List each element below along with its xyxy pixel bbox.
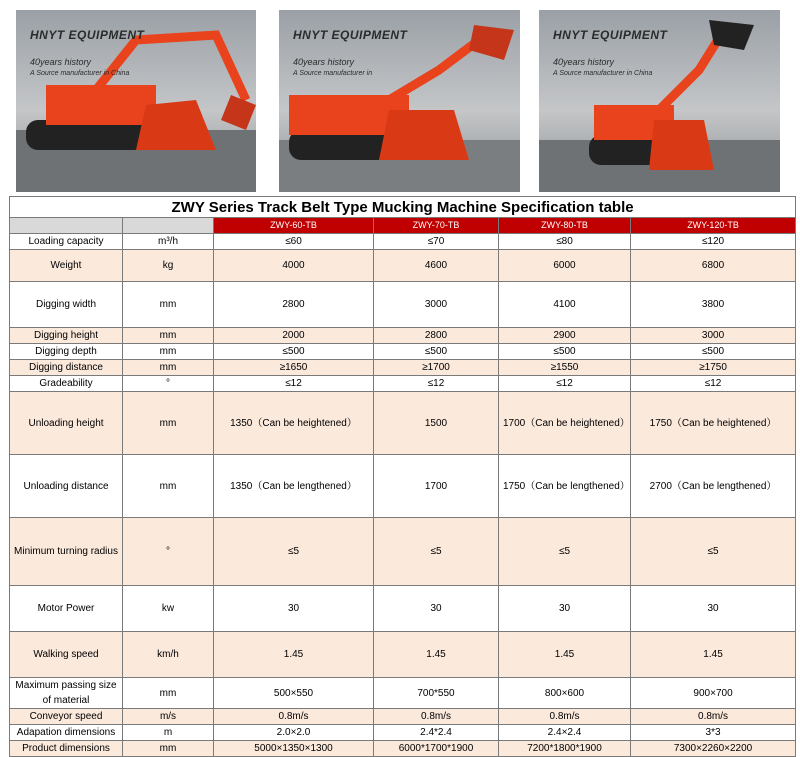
value-cell: 2.4*2.4 bbox=[374, 725, 499, 741]
value-cell: 6000*1700*1900 bbox=[374, 741, 499, 757]
table-row bbox=[10, 678, 796, 709]
watermark-sub: A Source manufacturer in China bbox=[553, 70, 653, 77]
parameter-label: Digging distance bbox=[10, 360, 123, 376]
value-cell: ≤500 bbox=[631, 344, 796, 360]
value-cell: ≤5 bbox=[214, 518, 374, 586]
unit-cell: mm bbox=[123, 741, 214, 757]
value-cell: 1350（Can be heightened） bbox=[214, 392, 374, 455]
parameter-label: Product dimensions bbox=[10, 741, 123, 757]
value-cell: 1500 bbox=[374, 392, 499, 455]
table-row bbox=[10, 282, 796, 328]
value-cell: 900×700 bbox=[631, 678, 796, 709]
value-cell: 1750（Can be lengthened） bbox=[499, 455, 631, 518]
value-cell: ≤500 bbox=[374, 344, 499, 360]
unit-cell: mm bbox=[123, 360, 214, 376]
unit-cell: m bbox=[123, 725, 214, 741]
value-cell: 3000 bbox=[374, 282, 499, 328]
unit-cell: ° bbox=[123, 518, 214, 586]
value-cell: 5000×1350×1300 bbox=[214, 741, 374, 757]
watermark-brand: HNYT EQUIPMENT bbox=[553, 28, 668, 42]
parameter-label: Motor Power bbox=[10, 586, 123, 632]
machine-photo-1 bbox=[16, 10, 256, 192]
parameter-label: Adapation dimensions bbox=[10, 725, 123, 741]
value-cell: 30 bbox=[214, 586, 374, 632]
watermark-sub: A Source manufacturer in China bbox=[30, 70, 130, 77]
value-cell: 0.8m/s bbox=[374, 709, 499, 725]
parameter-label: Loading capacity bbox=[10, 234, 123, 250]
value-cell: 30 bbox=[499, 586, 631, 632]
table-row bbox=[10, 632, 796, 678]
unit-cell: mm bbox=[123, 678, 214, 709]
parameter-label: Digging width bbox=[10, 282, 123, 328]
value-cell: 3800 bbox=[631, 282, 796, 328]
value-cell: ≥1700 bbox=[374, 360, 499, 376]
unit-cell: m³/h bbox=[123, 234, 214, 250]
table-row bbox=[10, 376, 796, 392]
unit-cell: m/s bbox=[123, 709, 214, 725]
value-cell: 6800 bbox=[631, 250, 796, 282]
parameter-label: Weight bbox=[10, 250, 123, 282]
header-blank-cell bbox=[10, 218, 123, 234]
value-cell: 2800 bbox=[214, 282, 374, 328]
value-cell: 1700（Can be heightened） bbox=[499, 392, 631, 455]
value-cell: ≤12 bbox=[374, 376, 499, 392]
value-cell: 1.45 bbox=[214, 632, 374, 678]
value-cell: ≤12 bbox=[214, 376, 374, 392]
parameter-label: Minimum turning radius bbox=[10, 518, 123, 586]
value-cell: 1.45 bbox=[631, 632, 796, 678]
table-row bbox=[10, 250, 796, 282]
unit-cell: ° bbox=[123, 376, 214, 392]
value-cell: 30 bbox=[631, 586, 796, 632]
model-header: ZWY-120-TB bbox=[631, 218, 796, 234]
parameter-label: Gradeability bbox=[10, 376, 123, 392]
table-row bbox=[10, 518, 796, 586]
value-cell: ≤80 bbox=[499, 234, 631, 250]
value-cell: 2.4×2.4 bbox=[499, 725, 631, 741]
table-row bbox=[10, 328, 796, 344]
value-cell: 4600 bbox=[374, 250, 499, 282]
model-header: ZWY-60-TB bbox=[214, 218, 374, 234]
value-cell: ≤60 bbox=[214, 234, 374, 250]
parameter-label: Digging depth bbox=[10, 344, 123, 360]
parameter-label: Digging height bbox=[10, 328, 123, 344]
value-cell: 1750（Can be heightened） bbox=[631, 392, 796, 455]
table-row bbox=[10, 586, 796, 632]
table-title: ZWY Series Track Belt Type Mucking Machine Specification table bbox=[10, 197, 796, 218]
value-cell: 0.8m/s bbox=[214, 709, 374, 725]
machine-photo-2 bbox=[279, 10, 520, 192]
value-cell: ≤5 bbox=[631, 518, 796, 586]
table-row bbox=[10, 234, 796, 250]
product-photo-strip bbox=[0, 0, 800, 196]
parameter-label: Unloading distance bbox=[10, 455, 123, 518]
value-cell: 3*3 bbox=[631, 725, 796, 741]
table-row bbox=[10, 455, 796, 518]
machine-photo-3 bbox=[539, 10, 780, 192]
value-cell: ≤70 bbox=[374, 234, 499, 250]
table-row bbox=[10, 392, 796, 455]
value-cell: 2900 bbox=[499, 328, 631, 344]
unit-cell: kg bbox=[123, 250, 214, 282]
parameter-label: Unloading height bbox=[10, 392, 123, 455]
value-cell: 7200*1800*1900 bbox=[499, 741, 631, 757]
value-cell: ≤5 bbox=[374, 518, 499, 586]
unit-cell: kw bbox=[123, 586, 214, 632]
model-header: ZWY-80-TB bbox=[499, 218, 631, 234]
value-cell: ≥1550 bbox=[499, 360, 631, 376]
table-row bbox=[10, 725, 796, 741]
value-cell: 0.8m/s bbox=[631, 709, 796, 725]
value-cell: 800×600 bbox=[499, 678, 631, 709]
parameter-label: Walking speed bbox=[10, 632, 123, 678]
value-cell: ≤12 bbox=[631, 376, 796, 392]
value-cell: ≤12 bbox=[499, 376, 631, 392]
parameter-label: Conveyor speed bbox=[10, 709, 123, 725]
value-cell: 4100 bbox=[499, 282, 631, 328]
model-header: ZWY-70-TB bbox=[374, 218, 499, 234]
value-cell: 1700 bbox=[374, 455, 499, 518]
value-cell: 30 bbox=[374, 586, 499, 632]
value-cell: ≤120 bbox=[631, 234, 796, 250]
watermark-brand: HNYT EQUIPMENT bbox=[293, 28, 408, 42]
watermark-tagline: 40years history bbox=[293, 57, 355, 67]
table-row bbox=[10, 360, 796, 376]
value-cell: 2000 bbox=[214, 328, 374, 344]
value-cell: 4000 bbox=[214, 250, 374, 282]
table-row bbox=[10, 344, 796, 360]
value-cell: 2800 bbox=[374, 328, 499, 344]
value-cell: 6000 bbox=[499, 250, 631, 282]
unit-cell: km/h bbox=[123, 632, 214, 678]
unit-cell: mm bbox=[123, 392, 214, 455]
header-blank-cell bbox=[123, 218, 214, 234]
unit-cell: mm bbox=[123, 455, 214, 518]
table-row bbox=[10, 709, 796, 725]
value-cell: 1.45 bbox=[374, 632, 499, 678]
watermark-brand: HNYT EQUIPMENT bbox=[30, 28, 145, 42]
header-row bbox=[10, 218, 796, 234]
value-cell: 2.0×2.0 bbox=[214, 725, 374, 741]
parameter-label: Maximum passing size of material bbox=[10, 678, 123, 709]
unit-cell: mm bbox=[123, 282, 214, 328]
value-cell: ≥1650 bbox=[214, 360, 374, 376]
table-row bbox=[10, 741, 796, 757]
specification-table bbox=[9, 196, 796, 757]
value-cell: 500×550 bbox=[214, 678, 374, 709]
value-cell: ≤5 bbox=[499, 518, 631, 586]
value-cell: 7300×2260×2200 bbox=[631, 741, 796, 757]
value-cell: 1.45 bbox=[499, 632, 631, 678]
value-cell: ≤500 bbox=[214, 344, 374, 360]
watermark-sub: A Source manufacturer in bbox=[293, 70, 373, 77]
unit-cell: mm bbox=[123, 344, 214, 360]
value-cell: ≤500 bbox=[499, 344, 631, 360]
value-cell: ≥1750 bbox=[631, 360, 796, 376]
value-cell: 2700（Can be lengthened） bbox=[631, 455, 796, 518]
value-cell: 700*550 bbox=[374, 678, 499, 709]
watermark-tagline: 40years history bbox=[30, 57, 92, 67]
value-cell: 0.8m/s bbox=[499, 709, 631, 725]
watermark-tagline: 40years history bbox=[553, 57, 615, 67]
unit-cell: mm bbox=[123, 328, 214, 344]
value-cell: 3000 bbox=[631, 328, 796, 344]
value-cell: 1350（Can be lengthened） bbox=[214, 455, 374, 518]
